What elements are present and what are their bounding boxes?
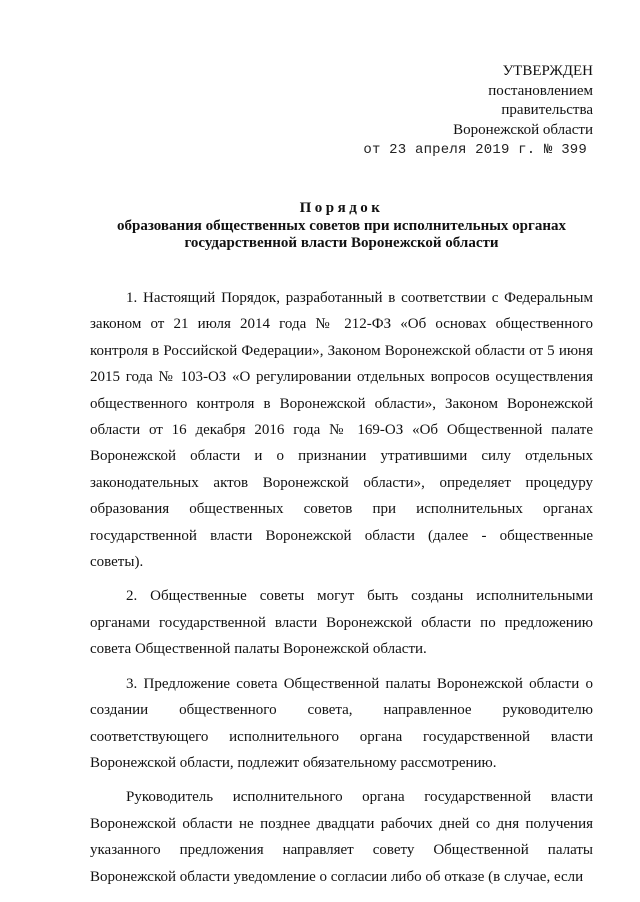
paragraph-1: 1. Настоящий Порядок, разработанный в соответствии с Федеральным законом от 21 июля 2014 года № 212-ФЗ «Об основах общественного контроля в Российской Федерации», Законом Воронежской области от 5 июня 2015 года № 103-ОЗ «О регулировании отдельных вопросов осуществления общественного контроля в Воронежской области», Законом Воронежской области от 16 декабря 2016 года № 169-ОЗ «Об Общественной палате Воронежской области и о признании утратившими силу отдельных законодательных актов Воронежской области», определяет процедуру образования общественных советов при исполнительных органах государственной власти Воронежской области (далее - общественные советы). xyxy=(90,290,593,571)
approval-block xyxy=(363,62,593,161)
approval-status: УТВЕРЖДЕН xyxy=(502,63,593,79)
paragraph-4: Руководитель исполнительного органа государственной власти Воронежской области не позднее двадцати рабочих дней со дня получения указанного предложения направляет совету Общественной палаты Воронежской области уведомление о согласии либо об отказе (в случае, если xyxy=(90,789,593,885)
document-title: Порядок xyxy=(299,200,384,216)
paragraph-3: 3. Предложение совета Общественной палаты Воронежской области о создании общественного совета, направленное руководителю соответствующего исполнительного органа государственной власти Воронежской области, подлежит обязательному рассмотрению. xyxy=(90,675,593,771)
approval-line-region: Воронежской области xyxy=(453,121,593,138)
document-heading xyxy=(90,200,593,253)
document-body xyxy=(90,285,593,898)
paragraph-2: 2. Общественные советы могут быть созданы исполнительными органами государственной власти Воронежской области по предложению совета Общественной палаты Воронежской области. xyxy=(90,588,593,658)
approval-line-government: правительства xyxy=(501,102,593,118)
document-subtitle-line-2: государственной власти Воронежской области xyxy=(184,235,499,251)
document-subtitle-line-1: образования общественных советов при исполнительных органах xyxy=(117,217,566,234)
approval-line-resolution: постановлением xyxy=(488,82,593,99)
registration-stamp: от 23 апреля 2019 г. № 399 xyxy=(363,142,587,158)
